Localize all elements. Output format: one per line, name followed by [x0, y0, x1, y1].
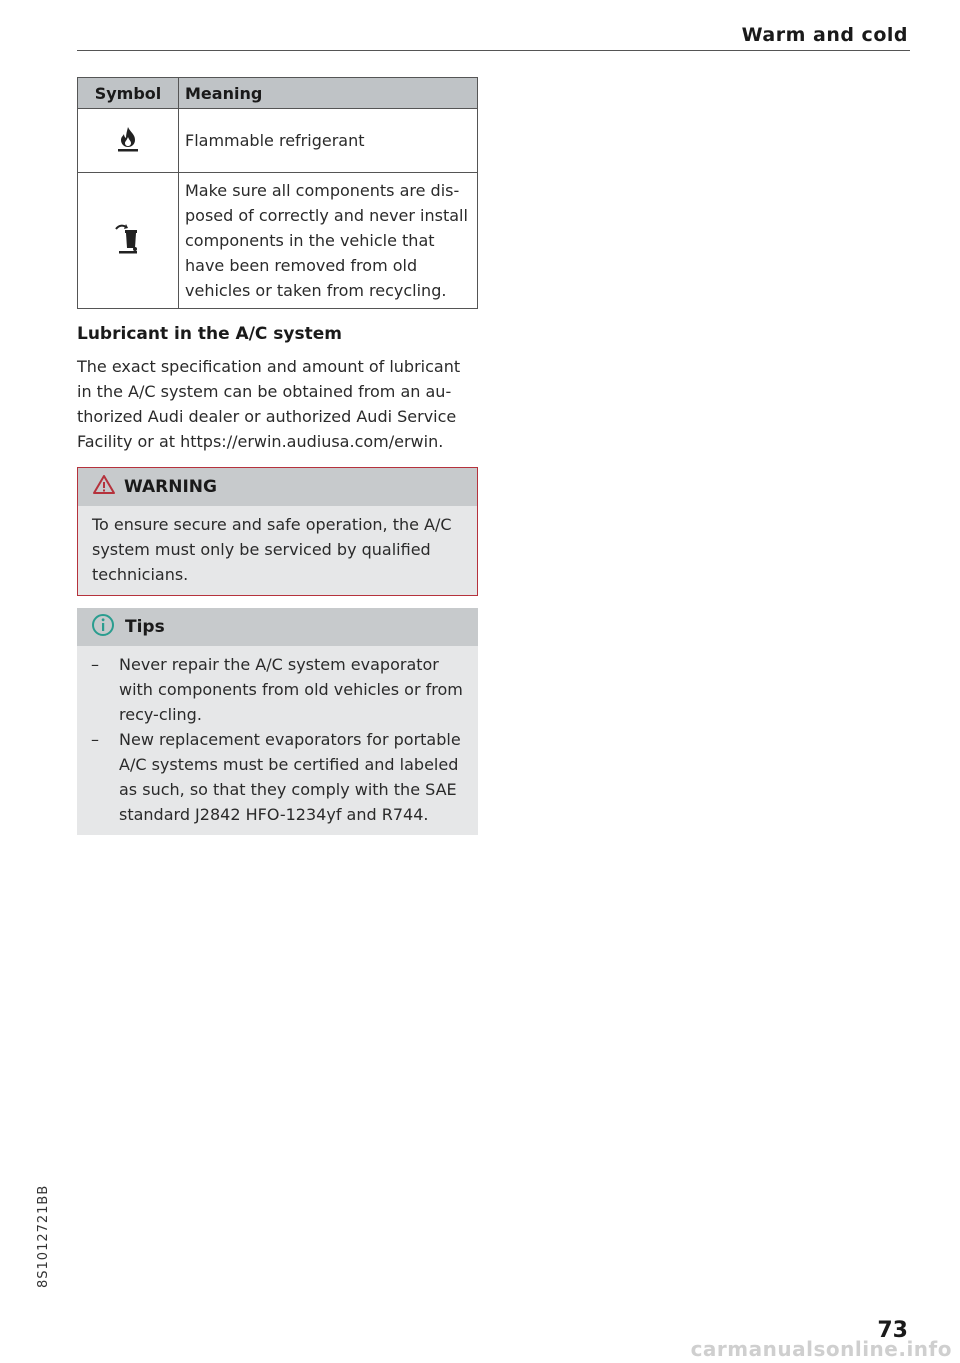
info-icon: [91, 613, 125, 642]
tips-list: [77, 646, 478, 835]
recycling-bin-icon: [113, 241, 143, 260]
meaning-cell: Make sure all components are dis-posed of correctly and never install components in the vehicle that have been removed from old vehicles or taken from recycling.: [179, 173, 478, 309]
page-number: 73: [877, 1318, 908, 1343]
tip-text: New replacement evaporators for portable A/C systems must be certified and labeled as such, so that they comply with the SAE standard J2842 HFO-1234yf and R744.: [119, 730, 461, 824]
warning-label: WARNING: [124, 477, 217, 497]
warning-text: To ensure secure and safe operation, the A/C system must only be serviced by qualified technicians.: [92, 515, 452, 584]
warning-header: [78, 468, 477, 506]
tips-header: [77, 608, 478, 646]
table-header-row: [78, 78, 478, 109]
symbol-cell: [78, 173, 179, 309]
dash-bullet: –: [91, 730, 99, 749]
warning-box: [77, 467, 478, 596]
symbol-cell: [78, 109, 179, 173]
section-heading-lubricant: Lubricant in the A/C system: [77, 324, 342, 344]
symbol-table: [77, 77, 478, 309]
page-header-title: Warm and cold: [741, 24, 908, 46]
list-item: [91, 727, 464, 827]
watermark-text: carmanualsonline.info: [690, 1337, 952, 1361]
meaning-cell: Flammable refrigerant: [179, 109, 478, 173]
tips-label: Tips: [125, 617, 165, 637]
flammable-icon: [115, 138, 141, 157]
document-code: 8S1012721BB: [36, 1184, 51, 1288]
table-row: [78, 109, 478, 173]
warning-triangle-icon: [92, 474, 124, 500]
main-content: [77, 77, 478, 835]
dash-bullet: –: [91, 655, 99, 674]
lubricant-paragraph: The exact specification and amount of lubricant in the A/C system can be obtained from an au-thorized Audi dealer or authorized Audi Service Facility or at https://erwin.audiusa.com/erwin.: [77, 357, 461, 451]
list-item: [91, 652, 464, 727]
tip-text: Never repair the A/C system evaporator with components from old vehicles or from recy-cling.: [119, 655, 463, 724]
tips-box: [77, 608, 478, 835]
table-row: [78, 173, 478, 309]
column-header-symbol: Symbol: [78, 78, 179, 109]
column-header-meaning: Meaning: [179, 78, 478, 109]
header-rule: [77, 50, 910, 51]
